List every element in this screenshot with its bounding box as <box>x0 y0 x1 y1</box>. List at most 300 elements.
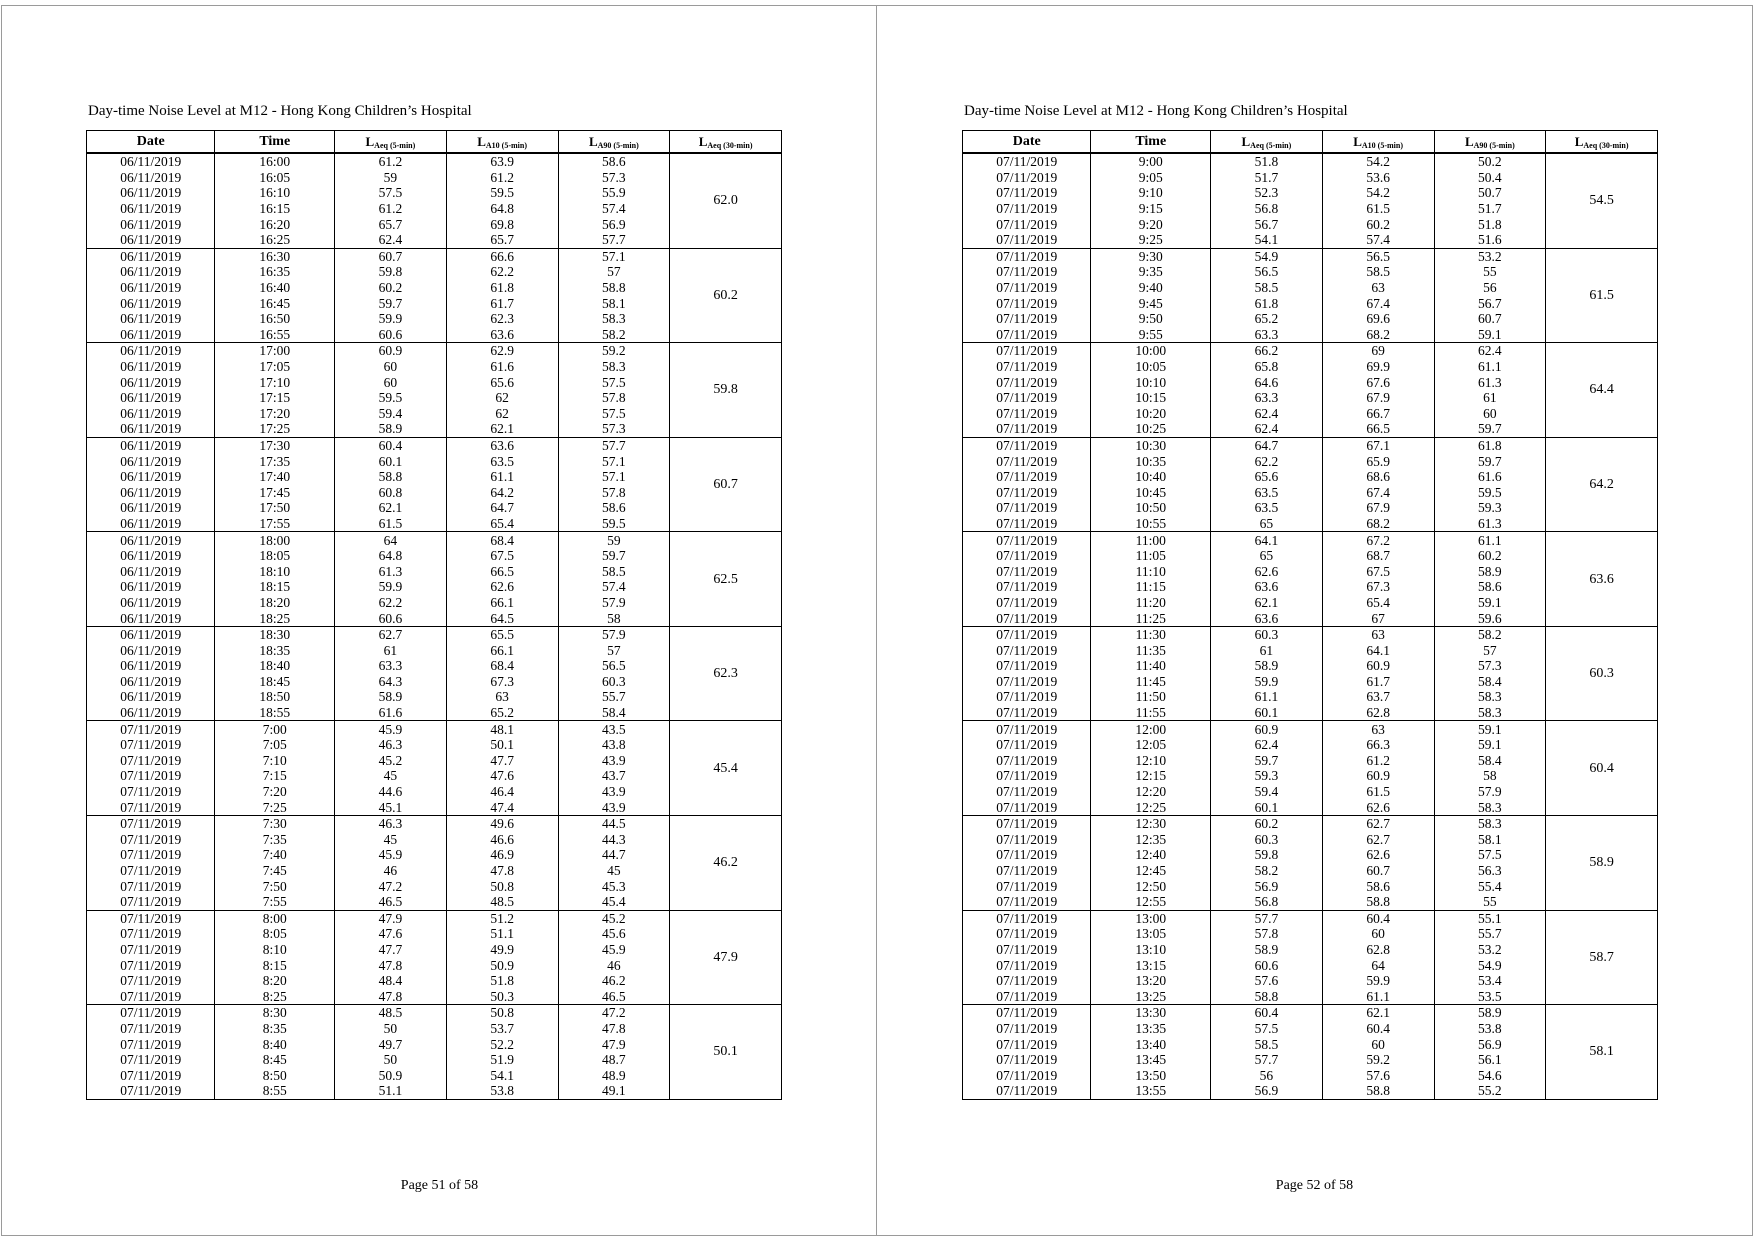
cell-date: 07/11/2019 <box>87 753 215 769</box>
cell-time: 10:00 <box>1091 343 1211 359</box>
cell-time: 17:10 <box>215 374 335 390</box>
cell-time: 16:35 <box>215 264 335 280</box>
cell-time: 9:15 <box>1091 201 1211 217</box>
cell-date: 07/11/2019 <box>87 832 215 848</box>
cell-time: 10:20 <box>1091 406 1211 422</box>
cell-time: 10:40 <box>1091 469 1211 485</box>
cell-date: 07/11/2019 <box>963 957 1091 973</box>
cell-laeq-5min: 63.5 <box>1211 484 1323 500</box>
cell-la90-5min: 50.4 <box>1434 170 1546 186</box>
cell-la90-5min: 46 <box>558 957 670 973</box>
cell-laeq-5min: 46.3 <box>335 737 447 753</box>
cell-la10-5min: 69.8 <box>446 216 558 232</box>
cell-date: 07/11/2019 <box>963 815 1091 831</box>
cell-la10-5min: 63 <box>1322 626 1434 642</box>
cell-laeq-5min: 61.3 <box>335 563 447 579</box>
cell-la10-5min: 63.9 <box>446 153 558 170</box>
cell-la90-5min: 58.4 <box>1434 753 1546 769</box>
cell-time: 16:10 <box>215 185 335 201</box>
cell-date: 06/11/2019 <box>87 406 215 422</box>
cell-la10-5min: 60.7 <box>1322 863 1434 879</box>
cell-laeq-5min: 59.3 <box>1211 768 1323 784</box>
cell-la90-5min: 57.8 <box>558 484 670 500</box>
cell-la90-5min: 57 <box>558 642 670 658</box>
cell-la90-5min: 57.1 <box>558 453 670 469</box>
cell-la10-5min: 62.7 <box>1322 815 1434 831</box>
cell-date: 06/11/2019 <box>87 705 215 721</box>
cell-la90-5min: 62.4 <box>1434 343 1546 359</box>
cell-la10-5min: 61.2 <box>446 170 558 186</box>
cell-la10-5min: 53.8 <box>446 1083 558 1099</box>
cell-la90-5min: 55 <box>1434 264 1546 280</box>
cell-la90-5min: 57 <box>1434 642 1546 658</box>
cell-time: 9:20 <box>1091 216 1211 232</box>
cell-date: 07/11/2019 <box>963 295 1091 311</box>
cell-date: 07/11/2019 <box>87 942 215 958</box>
table-row <box>963 532 1658 548</box>
cell-la10-5min: 66.1 <box>446 642 558 658</box>
cell-laeq-5min: 47.8 <box>335 988 447 1004</box>
cell-la10-5min: 62.3 <box>446 311 558 327</box>
cell-la10-5min: 61.1 <box>446 469 558 485</box>
cell-date: 07/11/2019 <box>87 910 215 926</box>
cell-time: 10:35 <box>1091 453 1211 469</box>
cell-la10-5min: 50.8 <box>446 1005 558 1021</box>
cell-laeq-5min: 65.8 <box>1211 359 1323 375</box>
cell-laeq-5min: 63.3 <box>1211 390 1323 406</box>
cell-laeq-5min: 56.7 <box>1211 216 1323 232</box>
cell-la10-5min: 48.5 <box>446 894 558 910</box>
cell-la10-5min: 63.5 <box>446 453 558 469</box>
cell-laeq-5min: 65 <box>1211 516 1323 532</box>
cell-date: 07/11/2019 <box>963 910 1091 926</box>
cell-laeq-5min: 63.6 <box>1211 579 1323 595</box>
cell-date: 07/11/2019 <box>963 579 1091 595</box>
cell-date: 07/11/2019 <box>963 721 1091 737</box>
cell-la10-5min: 62.9 <box>446 343 558 359</box>
table-row <box>87 626 782 642</box>
cell-la10-5min: 62.6 <box>446 579 558 595</box>
cell-time: 17:05 <box>215 359 335 375</box>
cell-la10-5min: 68.2 <box>1322 516 1434 532</box>
cell-la90-5min: 58.9 <box>1434 1005 1546 1021</box>
cell-time: 17:25 <box>215 421 335 437</box>
cell-la90-5min: 58.3 <box>1434 799 1546 815</box>
cell-time: 12:35 <box>1091 832 1211 848</box>
cell-la90-5min: 56.9 <box>1434 1036 1546 1052</box>
cell-time: 18:55 <box>215 705 335 721</box>
cell-laeq-30min: 62.0 <box>670 153 782 248</box>
cell-laeq-5min: 59.9 <box>335 311 447 327</box>
cell-time: 7:35 <box>215 832 335 848</box>
cell-date: 06/11/2019 <box>87 469 215 485</box>
cell-la90-5min: 58.3 <box>558 311 670 327</box>
cell-time: 12:20 <box>1091 784 1211 800</box>
cell-la10-5min: 62 <box>446 406 558 422</box>
cell-la90-5min: 61.3 <box>1434 374 1546 390</box>
cell-la10-5min: 69.6 <box>1322 311 1434 327</box>
cell-la90-5min: 61.3 <box>1434 516 1546 532</box>
cell-la10-5min: 47.6 <box>446 768 558 784</box>
cell-la10-5min: 61.7 <box>1322 674 1434 690</box>
cell-time: 13:20 <box>1091 973 1211 989</box>
cell-time: 12:00 <box>1091 721 1211 737</box>
cell-time: 17:00 <box>215 343 335 359</box>
cell-laeq-30min: 64.4 <box>1546 343 1658 438</box>
cell-time: 13:05 <box>1091 926 1211 942</box>
cell-laeq-5min: 62.1 <box>1211 595 1323 611</box>
cell-la10-5min: 62.6 <box>1322 847 1434 863</box>
cell-la10-5min: 67.1 <box>1322 437 1434 453</box>
cell-time: 7:30 <box>215 815 335 831</box>
cell-time: 18:10 <box>215 563 335 579</box>
cell-time: 7:20 <box>215 784 335 800</box>
cell-la10-5min: 46.6 <box>446 832 558 848</box>
cell-la10-5min: 63.6 <box>446 437 558 453</box>
cell-laeq-5min: 59.7 <box>1211 753 1323 769</box>
cell-date: 07/11/2019 <box>963 799 1091 815</box>
cell-laeq-5min: 56.9 <box>1211 1083 1323 1099</box>
cell-laeq-5min: 61.8 <box>1211 295 1323 311</box>
cell-date: 07/11/2019 <box>963 658 1091 674</box>
col-header-time: Time <box>215 131 335 154</box>
cell-laeq-30min: 54.5 <box>1546 153 1658 248</box>
cell-la90-5min: 54.9 <box>1434 957 1546 973</box>
table-row <box>963 248 1658 264</box>
cell-laeq-5min: 61.1 <box>1211 689 1323 705</box>
col-header-la90-5min: $L_{A90 (5-min)}$ <box>1434 131 1546 154</box>
cell-time: 11:55 <box>1091 705 1211 721</box>
cell-laeq-5min: 63.3 <box>1211 327 1323 343</box>
cell-la90-5min: 55.2 <box>1434 1083 1546 1099</box>
cell-la10-5min: 50.3 <box>446 988 558 1004</box>
cell-la90-5min: 56.1 <box>1434 1052 1546 1068</box>
cell-la90-5min: 45.6 <box>558 926 670 942</box>
cell-la10-5min: 68.2 <box>1322 327 1434 343</box>
cell-laeq-5min: 60.3 <box>1211 626 1323 642</box>
page-title: Day-time Noise Level at M12 - Hong Kong Children’s Hospital <box>964 103 1348 119</box>
cell-date: 07/11/2019 <box>963 926 1091 942</box>
cell-la10-5min: 56.5 <box>1322 248 1434 264</box>
cell-laeq-5min: 60 <box>335 359 447 375</box>
cell-la10-5min: 65.6 <box>446 374 558 390</box>
cell-date: 07/11/2019 <box>963 185 1091 201</box>
cell-la10-5min: 63 <box>1322 280 1434 296</box>
cell-laeq-5min: 57.5 <box>1211 1021 1323 1037</box>
cell-date: 06/11/2019 <box>87 689 215 705</box>
cell-date: 07/11/2019 <box>963 359 1091 375</box>
col-header-date: Date <box>963 131 1091 154</box>
cell-time: 16:50 <box>215 311 335 327</box>
cell-la10-5min: 61.5 <box>1322 201 1434 217</box>
cell-laeq-30min: 46.2 <box>670 815 782 910</box>
cell-la10-5min: 58.8 <box>1322 1083 1434 1099</box>
cell-date: 06/11/2019 <box>87 232 215 248</box>
cell-laeq-5min: 63.3 <box>335 658 447 674</box>
cell-laeq-5min: 62.7 <box>335 626 447 642</box>
cell-la10-5min: 67.5 <box>446 548 558 564</box>
cell-date: 06/11/2019 <box>87 374 215 390</box>
page-number: Page 52 of 58 <box>1275 1178 1354 1193</box>
cell-la10-5min: 67.5 <box>1322 563 1434 579</box>
cell-la90-5min: 58.3 <box>1434 705 1546 721</box>
cell-laeq-5min: 60.1 <box>1211 705 1323 721</box>
page-number: Page 51 of 58 <box>400 1178 479 1193</box>
cell-la90-5min: 57 <box>558 264 670 280</box>
cell-time: 17:40 <box>215 469 335 485</box>
cell-laeq-5min: 62.4 <box>1211 406 1323 422</box>
cell-la90-5min: 57.4 <box>558 201 670 217</box>
cell-la10-5min: 64.8 <box>446 201 558 217</box>
cell-la10-5min: 63.6 <box>446 327 558 343</box>
cell-laeq-5min: 59 <box>335 170 447 186</box>
cell-laeq-5min: 60.2 <box>1211 815 1323 831</box>
cell-laeq-30min: 60.3 <box>1546 626 1658 721</box>
table-row <box>963 437 1658 453</box>
cell-time: 12:15 <box>1091 768 1211 784</box>
cell-la90-5min: 58.1 <box>1434 832 1546 848</box>
cell-time: 7:25 <box>215 799 335 815</box>
cell-date: 07/11/2019 <box>87 894 215 910</box>
cell-la90-5min: 54.6 <box>1434 1067 1546 1083</box>
cell-date: 06/11/2019 <box>87 642 215 658</box>
cell-date: 07/11/2019 <box>87 721 215 737</box>
cell-date: 07/11/2019 <box>963 201 1091 217</box>
cell-date: 07/11/2019 <box>87 973 215 989</box>
cell-date: 07/11/2019 <box>963 469 1091 485</box>
cell-la10-5min: 68.4 <box>446 532 558 548</box>
cell-laeq-5min: 47.6 <box>335 926 447 942</box>
cell-date: 07/11/2019 <box>963 153 1091 170</box>
cell-laeq-5min: 59.8 <box>335 264 447 280</box>
cell-la90-5min: 55 <box>1434 894 1546 910</box>
noise-table <box>86 130 782 1100</box>
cell-date: 06/11/2019 <box>87 548 215 564</box>
cell-date: 07/11/2019 <box>87 1036 215 1052</box>
cell-date: 06/11/2019 <box>87 500 215 516</box>
cell-date: 06/11/2019 <box>87 295 215 311</box>
cell-laeq-5min: 56.5 <box>1211 264 1323 280</box>
cell-time: 18:15 <box>215 579 335 595</box>
cell-la90-5min: 57.9 <box>1434 784 1546 800</box>
cell-la90-5min: 51.6 <box>1434 232 1546 248</box>
cell-la90-5min: 58.1 <box>558 295 670 311</box>
cell-la90-5min: 61.1 <box>1434 359 1546 375</box>
cell-la90-5min: 58.9 <box>1434 563 1546 579</box>
cell-laeq-30min: 47.9 <box>670 910 782 1005</box>
cell-time: 9:55 <box>1091 327 1211 343</box>
cell-la10-5min: 60 <box>1322 926 1434 942</box>
cell-time: 12:45 <box>1091 863 1211 879</box>
cell-laeq-5min: 63.5 <box>1211 500 1323 516</box>
cell-la10-5min: 68.7 <box>1322 548 1434 564</box>
cell-date: 07/11/2019 <box>963 973 1091 989</box>
cell-time: 7:15 <box>215 768 335 784</box>
cell-laeq-5min: 57.6 <box>1211 973 1323 989</box>
cell-time: 8:05 <box>215 926 335 942</box>
cell-laeq-5min: 65.2 <box>1211 311 1323 327</box>
cell-date: 06/11/2019 <box>87 453 215 469</box>
cell-time: 16:20 <box>215 216 335 232</box>
cell-la10-5min: 63.7 <box>1322 689 1434 705</box>
cell-time: 11:00 <box>1091 532 1211 548</box>
cell-time: 16:00 <box>215 153 335 170</box>
cell-laeq-30min: 62.5 <box>670 532 782 627</box>
cell-laeq-5min: 65.7 <box>335 216 447 232</box>
cell-laeq-5min: 66.2 <box>1211 343 1323 359</box>
table-row <box>963 815 1658 831</box>
cell-time: 11:50 <box>1091 689 1211 705</box>
cell-time: 16:25 <box>215 232 335 248</box>
cell-date: 07/11/2019 <box>963 595 1091 611</box>
cell-time: 13:35 <box>1091 1021 1211 1037</box>
cell-date: 07/11/2019 <box>963 784 1091 800</box>
cell-la90-5min: 44.3 <box>558 832 670 848</box>
cell-date: 07/11/2019 <box>963 942 1091 958</box>
cell-date: 07/11/2019 <box>963 737 1091 753</box>
cell-time: 9:40 <box>1091 280 1211 296</box>
cell-laeq-5min: 56 <box>1211 1067 1323 1083</box>
cell-la10-5min: 65.9 <box>1322 453 1434 469</box>
cell-la90-5min: 58.4 <box>558 705 670 721</box>
cell-la90-5min: 43.5 <box>558 721 670 737</box>
page-title: Day-time Noise Level at M12 - Hong Kong Children’s Hospital <box>88 103 472 119</box>
cell-la90-5min: 44.7 <box>558 847 670 863</box>
cell-time: 10:15 <box>1091 390 1211 406</box>
cell-laeq-5min: 48.5 <box>335 1005 447 1021</box>
cell-date: 07/11/2019 <box>963 216 1091 232</box>
cell-la90-5min: 61 <box>1434 390 1546 406</box>
col-header-laeq-30min: $L_{Aeq (30-min)}$ <box>670 131 782 154</box>
col-header-la10-5min: $L_{A10 (5-min)}$ <box>446 131 558 154</box>
cell-laeq-5min: 45.9 <box>335 847 447 863</box>
cell-laeq-5min: 54.1 <box>1211 232 1323 248</box>
cell-la90-5min: 45.4 <box>558 894 670 910</box>
cell-time: 10:05 <box>1091 359 1211 375</box>
cell-date: 07/11/2019 <box>963 705 1091 721</box>
cell-la90-5min: 59.7 <box>558 548 670 564</box>
cell-date: 07/11/2019 <box>963 894 1091 910</box>
cell-laeq-5min: 50 <box>335 1052 447 1068</box>
cell-laeq-5min: 60.6 <box>335 610 447 626</box>
cell-time: 17:35 <box>215 453 335 469</box>
cell-la10-5min: 66.5 <box>1322 421 1434 437</box>
cell-time: 18:25 <box>215 610 335 626</box>
cell-laeq-5min: 48.4 <box>335 973 447 989</box>
cell-la90-5min: 58 <box>558 610 670 626</box>
cell-laeq-5min: 58.8 <box>1211 988 1323 1004</box>
cell-time: 11:40 <box>1091 658 1211 674</box>
cell-time: 13:10 <box>1091 942 1211 958</box>
cell-la10-5min: 59.9 <box>1322 973 1434 989</box>
cell-laeq-30min: 64.2 <box>1546 437 1658 532</box>
cell-date: 07/11/2019 <box>963 264 1091 280</box>
cell-la90-5min: 53.2 <box>1434 248 1546 264</box>
cell-date: 07/11/2019 <box>963 327 1091 343</box>
cell-la10-5min: 46.9 <box>446 847 558 863</box>
cell-la10-5min: 61.1 <box>1322 988 1434 1004</box>
cell-time: 9:25 <box>1091 232 1211 248</box>
cell-la10-5min: 64 <box>1322 957 1434 973</box>
cell-date: 07/11/2019 <box>963 500 1091 516</box>
cell-la90-5min: 57.7 <box>558 437 670 453</box>
cell-date: 07/11/2019 <box>963 390 1091 406</box>
cell-la10-5min: 51.8 <box>446 973 558 989</box>
cell-la90-5min: 57.1 <box>558 469 670 485</box>
cell-la90-5min: 46.5 <box>558 988 670 1004</box>
cell-date: 07/11/2019 <box>963 532 1091 548</box>
cell-date: 06/11/2019 <box>87 216 215 232</box>
cell-laeq-5min: 59.9 <box>335 579 447 595</box>
cell-laeq-5min: 59.9 <box>1211 674 1323 690</box>
cell-time: 17:50 <box>215 500 335 516</box>
cell-laeq-5min: 61 <box>1211 642 1323 658</box>
cell-date: 07/11/2019 <box>963 1005 1091 1021</box>
cell-time: 8:10 <box>215 942 335 958</box>
cell-laeq-30min: 62.3 <box>670 626 782 721</box>
cell-la10-5min: 65.5 <box>446 626 558 642</box>
cell-date: 07/11/2019 <box>963 642 1091 658</box>
cell-la90-5min: 43.7 <box>558 768 670 784</box>
cell-time: 7:10 <box>215 753 335 769</box>
cell-time: 13:00 <box>1091 910 1211 926</box>
cell-la10-5min: 60.4 <box>1322 1021 1434 1037</box>
cell-laeq-5min: 60.6 <box>1211 957 1323 973</box>
table-row <box>87 153 782 170</box>
table-row <box>87 1005 782 1021</box>
cell-time: 16:45 <box>215 295 335 311</box>
cell-date: 06/11/2019 <box>87 390 215 406</box>
cell-laeq-5min: 62.1 <box>335 500 447 516</box>
cell-la10-5min: 59.2 <box>1322 1052 1434 1068</box>
cell-time: 17:30 <box>215 437 335 453</box>
cell-laeq-5min: 47.7 <box>335 942 447 958</box>
cell-date: 07/11/2019 <box>87 1067 215 1083</box>
table-row <box>87 248 782 264</box>
cell-date: 07/11/2019 <box>87 737 215 753</box>
cell-la10-5min: 67.9 <box>1322 500 1434 516</box>
cell-time: 13:50 <box>1091 1067 1211 1083</box>
cell-time: 7:45 <box>215 863 335 879</box>
cell-time: 7:05 <box>215 737 335 753</box>
cell-date: 06/11/2019 <box>87 201 215 217</box>
cell-laeq-5min: 64.3 <box>335 674 447 690</box>
cell-time: 10:50 <box>1091 500 1211 516</box>
cell-time: 12:10 <box>1091 753 1211 769</box>
cell-la90-5min: 58.2 <box>558 327 670 343</box>
cell-time: 13:30 <box>1091 1005 1211 1021</box>
cell-la10-5min: 58.6 <box>1322 878 1434 894</box>
cell-la90-5min: 47.8 <box>558 1021 670 1037</box>
cell-date: 07/11/2019 <box>87 799 215 815</box>
cell-time: 17:55 <box>215 516 335 532</box>
cell-laeq-5min: 45.9 <box>335 721 447 737</box>
cell-la10-5min: 63 <box>446 689 558 705</box>
cell-la90-5min: 59.5 <box>1434 484 1546 500</box>
cell-la10-5min: 64.5 <box>446 610 558 626</box>
table-row <box>87 721 782 737</box>
cell-laeq-30min: 50.1 <box>670 1005 782 1100</box>
cell-la10-5min: 62 <box>446 390 558 406</box>
cell-la10-5min: 60.9 <box>1322 658 1434 674</box>
cell-la10-5min: 54.1 <box>446 1067 558 1083</box>
cell-laeq-30min: 60.4 <box>1546 721 1658 816</box>
cell-la10-5min: 61.5 <box>1322 784 1434 800</box>
cell-la90-5min: 53.2 <box>1434 942 1546 958</box>
cell-date: 07/11/2019 <box>963 437 1091 453</box>
cell-la90-5min: 58.2 <box>1434 626 1546 642</box>
cell-la10-5min: 68.4 <box>446 658 558 674</box>
